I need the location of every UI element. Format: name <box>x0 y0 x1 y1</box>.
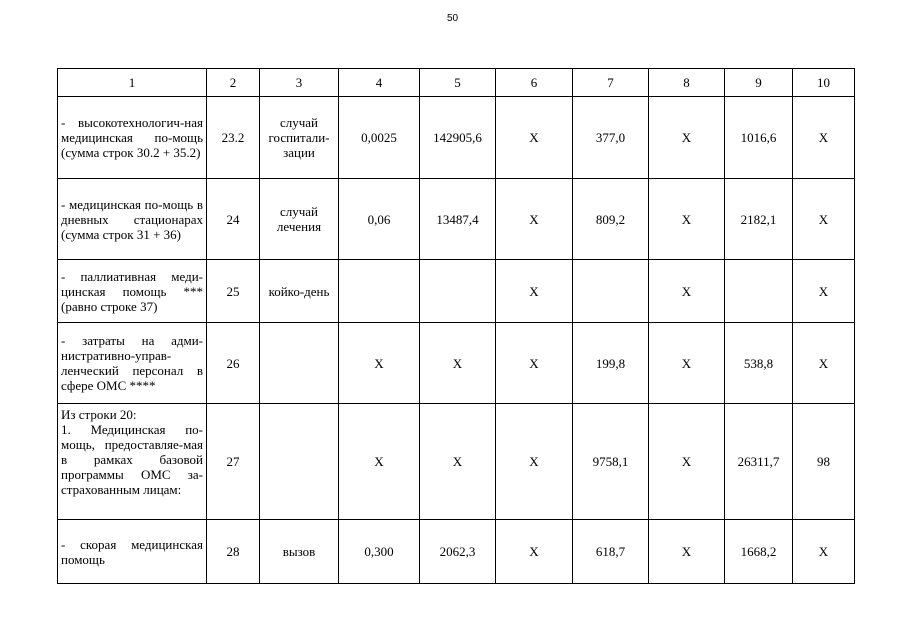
row-number: 24 <box>207 179 260 260</box>
row-number: 26 <box>207 323 260 404</box>
unit-cell: случай лечения <box>260 179 339 260</box>
table-cell: Х <box>649 520 725 584</box>
table-header-row <box>58 69 855 97</box>
row-number: 27 <box>207 404 260 520</box>
table-cell: Х <box>649 260 725 323</box>
table-cell: 26311,7 <box>725 404 793 520</box>
row-description: - скорая медицинская помощь <box>58 520 207 584</box>
table-cell: Х <box>793 179 855 260</box>
table-cell: Х <box>339 323 420 404</box>
table-cell: 1016,6 <box>725 97 793 179</box>
table-row <box>58 179 855 260</box>
table-cell: 98 <box>793 404 855 520</box>
unit-cell <box>260 404 339 520</box>
table-cell: Х <box>496 520 573 584</box>
table-cell: 0,06 <box>339 179 420 260</box>
header-cell: 7 <box>573 69 649 97</box>
table-cell: 2062,3 <box>420 520 496 584</box>
table-cell: 377,0 <box>573 97 649 179</box>
table-cell: Х <box>339 404 420 520</box>
header-cell: 5 <box>420 69 496 97</box>
header-cell: 3 <box>260 69 339 97</box>
table-cell: Х <box>496 179 573 260</box>
table-cell: 618,7 <box>573 520 649 584</box>
table-cell: Х <box>649 404 725 520</box>
table-cell: 809,2 <box>573 179 649 260</box>
row-description: Из строки 20: 1. Медицинская по-мощь, предоставляе-мая в рамках базовой программы ОМС за-страхованным лицам: <box>58 404 207 520</box>
table-row <box>58 323 855 404</box>
header-cell: 6 <box>496 69 573 97</box>
table-cell: Х <box>793 260 855 323</box>
table-cell: Х <box>496 260 573 323</box>
table-cell <box>573 260 649 323</box>
row-description: - затраты на адми-нистративно-управ-ленческий персонал в сфере ОМС **** <box>58 323 207 404</box>
row-description: - паллиативная меди-цинская помощь *** (равно строке 37) <box>58 260 207 323</box>
table-cell: Х <box>496 323 573 404</box>
table-cell: Х <box>649 97 725 179</box>
unit-cell: койко-день <box>260 260 339 323</box>
table-cell <box>339 260 420 323</box>
header-cell: 10 <box>793 69 855 97</box>
row-number: 25 <box>207 260 260 323</box>
table-row <box>58 260 855 323</box>
table-cell: 199,8 <box>573 323 649 404</box>
row-number: 23.2 <box>207 97 260 179</box>
header-cell: 1 <box>58 69 207 97</box>
header-cell: 4 <box>339 69 420 97</box>
unit-cell: случай госпитали-зации <box>260 97 339 179</box>
table-cell: 142905,6 <box>420 97 496 179</box>
table-cell: 0,0025 <box>339 97 420 179</box>
table-cell: Х <box>793 323 855 404</box>
table-cell: Х <box>793 97 855 179</box>
table-cell: Х <box>793 520 855 584</box>
table-cell: Х <box>496 404 573 520</box>
table-cell: 538,8 <box>725 323 793 404</box>
table-cell: Х <box>496 97 573 179</box>
header-cell: 9 <box>725 69 793 97</box>
data-table <box>57 68 855 584</box>
table-cell: 13487,4 <box>420 179 496 260</box>
page-number: 50 <box>446 13 459 24</box>
row-description: - высокотехнологич-ная медицинская по-мощь (сумма строк 30.2 + 35.2) <box>58 97 207 179</box>
table-cell: 0,300 <box>339 520 420 584</box>
table-cell: Х <box>649 323 725 404</box>
table-cell <box>725 260 793 323</box>
unit-cell: вызов <box>260 520 339 584</box>
row-description: - медицинская по-мощь в дневных стационарах (сумма строк 31 + 36) <box>58 179 207 260</box>
table-cell: Х <box>420 404 496 520</box>
row-number: 28 <box>207 520 260 584</box>
table-cell: Х <box>649 179 725 260</box>
table-row <box>58 404 855 520</box>
table-row <box>58 97 855 179</box>
table-row <box>58 520 855 584</box>
table-cell: Х <box>420 323 496 404</box>
table-cell: 1668,2 <box>725 520 793 584</box>
table-cell: 2182,1 <box>725 179 793 260</box>
table-cell <box>420 260 496 323</box>
unit-cell <box>260 323 339 404</box>
table-cell: 9758,1 <box>573 404 649 520</box>
header-cell: 2 <box>207 69 260 97</box>
header-cell: 8 <box>649 69 725 97</box>
